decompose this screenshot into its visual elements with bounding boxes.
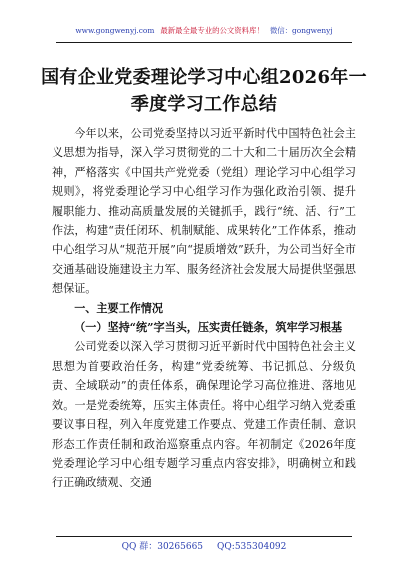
- page-footer: [56, 536, 352, 555]
- document-body: [52, 124, 356, 493]
- subsection-heading: （一）坚持“统”字当头，压实责任链条，筑牢学习根基: [74, 321, 343, 335]
- page-header: [56, 24, 352, 43]
- document-title: 国有企业党委理论学习中心组2026年一季度学习工作总结: [41, 67, 367, 115]
- header-ad-text: 最新最全最专业的公文资料库！: [160, 26, 264, 35]
- intro-paragraph: 今年以来，公司党委坚持以习近平新时代中国特色社会主义思想为指导，深入学习贯彻党的二十大和二十届历次全会精神，严格落实《中国共产党党委（党组）理论学习中心组学习规则》，将党委理论学习中心组学习作为强化政治引领、提升履职能力、推动高质量发展的关键抓手，践行“统、活、行”工作法，构建“责任闭环、机制赋能、成果转化”工作体系，推动中心组学习从“规范开展”向“提质增效”跃升，为公司当好全市交通基础设施建设主力军、服务经济社会发展大局提供坚强思想保证。: [52, 127, 356, 296]
- body-paragraph: 公司党委以深入学习贯彻习近平新时代中国特色社会主义思想为首要政治任务，构建“党委统筹、书记抓总、分级负责、全域联动”的责任体系，确保理论学习高位推进、落地见效。一是党委统筹，压实主体责任。将中心组学习纳入党委重要议事日程，列入年度党建工作要点、党建工作责任制、意识形态工作责任制和政治巡察重点内容。年初制定《2026年度党委理论学习中心组专题学习重点内容安排》，明确树立和践行正确政绩观、交通: [52, 340, 356, 490]
- footer-qq: QQ:535304092: [217, 542, 287, 552]
- header-wechat: 微信：gongwenyj: [269, 26, 333, 35]
- footer-qq-group: QQ 群：30265665: [121, 542, 204, 552]
- header-site-link[interactable]: www.gongwenyj.com: [75, 26, 155, 35]
- section-heading: 一、主要工作情况: [74, 301, 163, 315]
